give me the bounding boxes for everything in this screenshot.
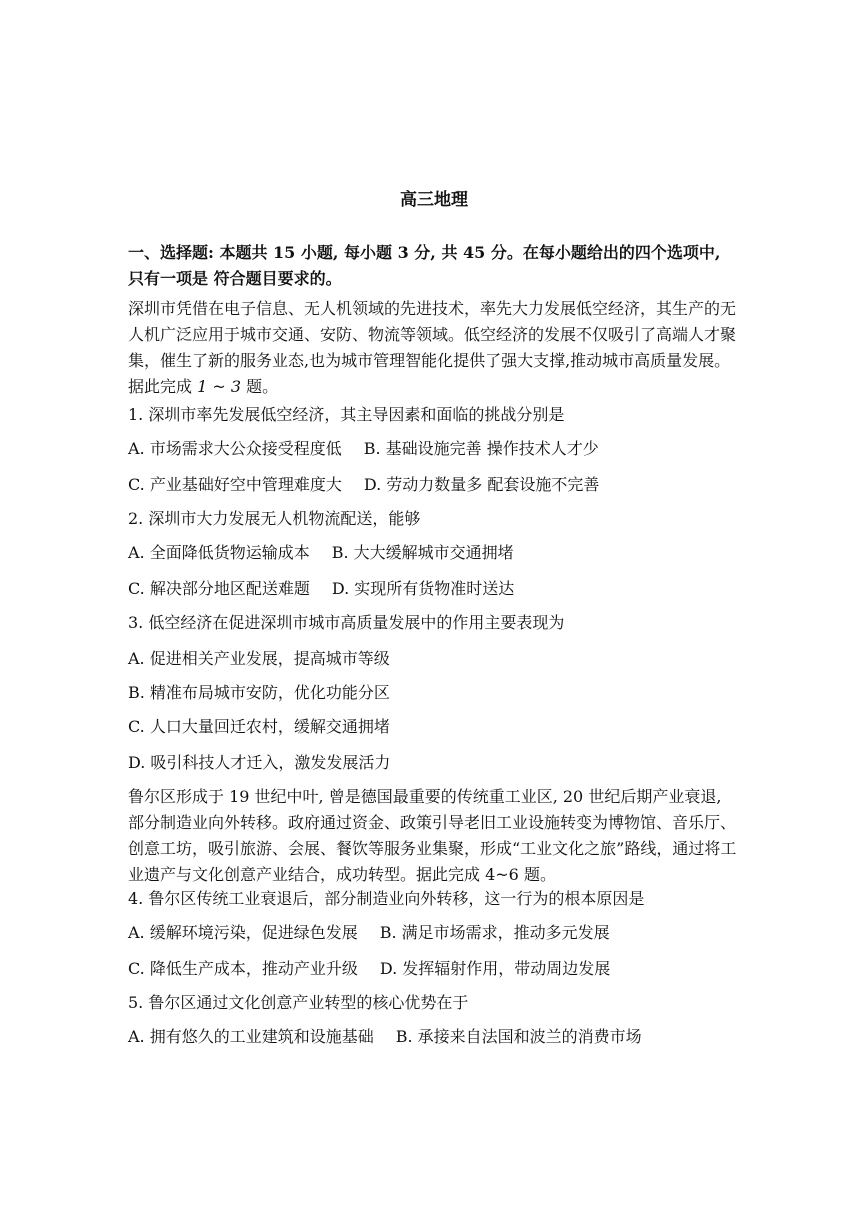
passage-2: 鲁尔区形成于 19 世纪中叶, 曾是德国最重要的传统重工业区, 20 世纪后期产业衰退, 部分制造业向外转移。政府通过资金、政策引导老旧工业设施转变为博物馆、音乐厅、创意工坊，吸引旅游、会展、餐饮等服务业集聚，形成“工业文化之旅”路线，通过将工业遗产与文化创意产业结合，成功转型。据此完成 4~6 题。: [128, 787, 737, 884]
q4-option-a[interactable]: A. 缓解环境污染，促进绿色发展: [128, 923, 358, 942]
passage-1-text: 深圳市凭借在电子信息、无人机领域的先进技术，率先大力发展低空经济，其生产的无人机广泛应用于城市交通、安防、物流等领域。低空经济的发展不仅吸引了高端人才聚集，催生了新的服务业态,也为城市管理智能化提供了强大支撑,推动城市高质量发展。据此完成: [128, 299, 737, 396]
q1-option-d[interactable]: D. 劳动力数量多 配套设施不完善: [363, 475, 600, 494]
q1-option-a[interactable]: A. 市场需求大公众接受程度低: [128, 439, 342, 458]
q5-option-b[interactable]: B. 承接来自法国和波兰的消费市场: [395, 1027, 642, 1046]
question-5-options-row-1: [128, 1024, 768, 1050]
question-2-options-row-2: [128, 576, 768, 602]
q1-option-c[interactable]: C. 产业基础好空中管理难度大: [128, 475, 342, 494]
q2-option-b[interactable]: B. 大大缓解城市交通拥堵: [331, 543, 514, 562]
q2-option-d[interactable]: D. 实现所有货物准时送达: [331, 579, 515, 598]
q3-option-a[interactable]: A. 促进相关产业发展，提高城市等级: [128, 649, 390, 668]
q4-option-d[interactable]: D. 发挥辐射作用，带动周边发展: [379, 959, 611, 978]
q3-option-b[interactable]: B. 精准布局城市安防，优化功能分区: [128, 683, 390, 702]
q2-option-c[interactable]: C. 解决部分地区配送难题: [128, 579, 310, 598]
question-2-options-row-1: [128, 540, 768, 566]
passage-1-suffix: 题。: [241, 377, 279, 396]
question-4-options-row-2: [128, 956, 768, 982]
section-header: 一、选择题: 本题共 15 小题, 每小题 3 分, 共 45 分。在每小题给出的四个选项中, 只有一项是 符合题目要求的。: [128, 243, 721, 288]
question-1-options-row-1: [128, 436, 768, 462]
q5-option-a[interactable]: A. 拥有悠久的工业建筑和设施基础: [128, 1027, 374, 1046]
q3-option-d[interactable]: D. 吸引科技人才迁入，激发发展活力: [128, 753, 391, 772]
q4-option-c[interactable]: C. 降低生产成本，推动产业升级: [128, 959, 358, 978]
question-1-stem: 1. 深圳市率先发展低空经济，其主导因素和面临的挑战分别是: [128, 405, 565, 424]
passage-1-range: 1 ~ 3: [197, 377, 242, 396]
question-4-options-row-1: [128, 920, 768, 946]
question-1-options-row-2: [128, 472, 768, 498]
question-4-stem: 4. 鲁尔区传统工业衰退后，部分制造业向外转移，这一行为的根本原因是: [128, 889, 645, 908]
question-5-stem: 5. 鲁尔区通过文化创意产业转型的核心优势在于: [128, 993, 469, 1012]
q3-option-c[interactable]: C. 人口大量回迁农村，缓解交通拥堵: [128, 717, 390, 736]
passage-1: [128, 296, 740, 400]
question-3-stem: 3. 低空经济在促进深圳市城市高质量发展中的作用主要表现为: [128, 613, 565, 632]
q2-option-a[interactable]: A. 全面降低货物运输成本: [128, 543, 310, 562]
page-title: 高三地理: [400, 190, 468, 210]
question-2-stem: 2. 深圳市大力发展无人机物流配送，能够: [128, 509, 421, 528]
q1-option-b[interactable]: B. 基础设施完善 操作技术人才少: [363, 439, 599, 458]
q4-option-b[interactable]: B. 满足市场需求，推动多元发展: [379, 923, 610, 942]
